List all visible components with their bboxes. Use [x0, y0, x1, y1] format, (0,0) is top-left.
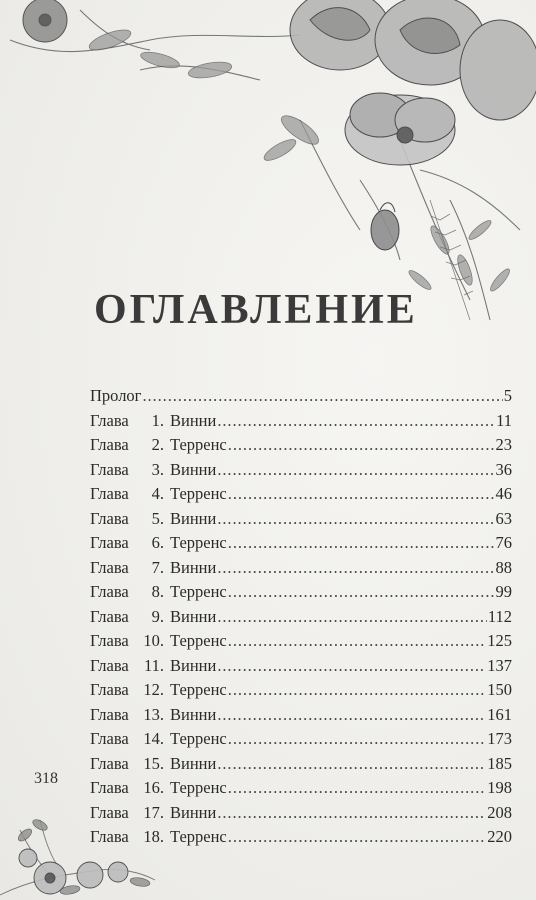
toc-leader-dots — [217, 654, 486, 679]
toc-chapter-name: Терренс — [170, 533, 227, 552]
toc-chapter-label — [90, 703, 216, 728]
toc-row-chapter — [90, 703, 512, 728]
toc-row-chapter — [90, 409, 512, 434]
toc-row-chapter — [90, 433, 512, 458]
toc-leader-dots — [228, 580, 495, 605]
toc-chapter-number: 2. — [151, 435, 164, 454]
toc-chapter-number: 13. — [143, 704, 164, 724]
toc-chapter-label — [90, 531, 227, 556]
toc-leader-dots — [142, 384, 502, 409]
toc-chapter-number: 8. — [151, 582, 164, 601]
toc-chapter-number: 7. — [151, 557, 164, 577]
toc-leader-dots — [228, 678, 486, 703]
toc-chapter-name: Терренс — [170, 827, 227, 846]
toc-chapter-number: 14. — [143, 729, 164, 748]
toc-row-chapter — [90, 727, 512, 752]
toc-chapter-number: 1. — [151, 410, 164, 430]
toc-chapter-name: Терренс — [170, 582, 227, 601]
toc-leader-dots — [217, 507, 494, 532]
toc-chapter-page: 150 — [487, 680, 512, 699]
toc-chapter-page: 125 — [487, 631, 512, 650]
toc-leader-dots — [228, 433, 495, 458]
toc-chapter-label — [90, 752, 216, 777]
toc-row-chapter — [90, 654, 512, 679]
toc-chapter-page: 23 — [495, 435, 512, 454]
toc-chapter-label — [90, 482, 227, 507]
toc-prologue-label: Пролог — [90, 386, 142, 405]
toc-leader-dots — [217, 703, 486, 728]
toc-chapter-number: 5. — [151, 508, 164, 528]
toc-chapter-word: Глава — [90, 631, 129, 650]
toc-row-chapter — [90, 629, 512, 654]
toc-leader-dots — [228, 727, 486, 752]
toc-chapter-number: 11. — [143, 655, 164, 675]
toc-row-prologue — [90, 384, 512, 409]
toc-chapter-name: Винни — [170, 410, 217, 430]
toc-chapter-page: 137 — [487, 655, 512, 675]
toc-chapter-name: Терренс — [170, 435, 227, 454]
toc-leader-dots — [228, 531, 495, 556]
toc-chapter-page: 46 — [495, 484, 512, 503]
toc-chapter-number: 3. — [151, 459, 164, 479]
toc-chapter-label — [90, 556, 216, 581]
table-of-contents — [90, 384, 512, 850]
toc-chapter-label — [90, 727, 227, 752]
toc-chapter-word: Глава — [90, 802, 129, 822]
toc-chapter-name: Винни — [170, 655, 217, 675]
toc-chapter-label — [90, 605, 216, 630]
toc-chapter-name: Терренс — [170, 729, 227, 748]
toc-chapter-page: 76 — [495, 533, 512, 552]
toc-leader-dots — [217, 409, 495, 434]
toc-row-chapter — [90, 776, 512, 801]
toc-leader-dots — [217, 458, 494, 483]
toc-chapter-name: Терренс — [170, 631, 227, 650]
toc-chapter-word: Глава — [90, 582, 129, 601]
toc-chapter-label — [90, 458, 216, 483]
toc-chapter-page: 88 — [495, 557, 512, 577]
toc-chapter-number: 4. — [151, 484, 164, 503]
toc-chapter-number: 12. — [143, 680, 164, 699]
toc-chapter-word: Глава — [90, 606, 129, 626]
toc-chapter-word: Глава — [90, 459, 129, 479]
toc-prologue-page: 5 — [503, 386, 512, 405]
toc-row-chapter — [90, 531, 512, 556]
toc-chapter-number: 17. — [143, 802, 164, 822]
toc-chapter-word: Глава — [90, 410, 129, 430]
toc-chapter-page: 161 — [487, 704, 512, 724]
toc-row-chapter — [90, 678, 512, 703]
toc-chapter-word: Глава — [90, 655, 129, 675]
toc-chapter-number: 16. — [143, 778, 164, 797]
toc-chapter-word: Глава — [90, 484, 129, 503]
toc-row-chapter — [90, 507, 512, 532]
toc-chapter-label — [90, 433, 227, 458]
toc-chapter-page: 208 — [487, 802, 512, 822]
toc-chapter-name: Винни — [170, 704, 217, 724]
toc-row-chapter — [90, 605, 512, 630]
toc-chapter-word: Глава — [90, 827, 129, 846]
toc-chapter-page: 220 — [487, 827, 512, 846]
toc-chapter-word: Глава — [90, 508, 129, 528]
toc-leader-dots — [228, 776, 486, 801]
toc-chapter-name: Винни — [170, 459, 217, 479]
toc-chapter-word: Глава — [90, 533, 129, 552]
toc-chapter-name: Винни — [170, 753, 217, 773]
toc-chapter-page: 99 — [495, 582, 512, 601]
toc-row-chapter — [90, 752, 512, 777]
toc-chapter-label — [90, 580, 227, 605]
toc-chapter-page: 173 — [487, 729, 512, 748]
toc-chapter-page: 198 — [487, 778, 512, 797]
toc-chapter-name: Терренс — [170, 680, 227, 699]
toc-leader-dots — [228, 629, 486, 654]
toc-chapter-word: Глава — [90, 680, 129, 699]
toc-chapter-label — [90, 776, 227, 801]
toc-chapter-label — [90, 409, 216, 434]
toc-row-chapter — [90, 458, 512, 483]
toc-chapter-word: Глава — [90, 753, 129, 773]
toc-chapter-word: Глава — [90, 778, 129, 797]
page-title: ОГЛАВЛЕНИЕ — [94, 287, 418, 334]
toc-chapter-page: 11 — [496, 410, 512, 430]
toc-chapter-label — [90, 678, 227, 703]
toc-chapter-page: 36 — [495, 459, 512, 479]
toc-leader-dots — [217, 801, 486, 826]
toc-chapter-word: Глава — [90, 704, 129, 724]
toc-chapter-number: 9. — [151, 606, 164, 626]
toc-chapter-page: 185 — [487, 753, 512, 773]
toc-chapter-label — [90, 507, 216, 532]
toc-chapter-label — [90, 629, 227, 654]
toc-chapter-word: Глава — [90, 729, 129, 748]
toc-chapter-name: Терренс — [170, 778, 227, 797]
toc-chapter-word: Глава — [90, 435, 129, 454]
toc-row-chapter — [90, 482, 512, 507]
toc-row-chapter — [90, 556, 512, 581]
floral-illustration-bottom — [0, 800, 160, 900]
toc-chapter-page: 63 — [495, 508, 512, 528]
toc-chapter-number: 6. — [151, 533, 164, 552]
toc-chapter-name: Винни — [170, 802, 217, 822]
toc-leader-dots — [228, 482, 495, 507]
toc-chapter-list — [90, 409, 512, 850]
toc-leader-dots — [217, 556, 494, 581]
toc-chapter-label — [90, 654, 216, 679]
toc-chapter-name: Терренс — [170, 484, 227, 503]
toc-leader-dots — [228, 825, 486, 850]
toc-leader-dots — [217, 605, 487, 630]
toc-chapter-page: 112 — [487, 606, 512, 626]
toc-chapter-number: 15. — [143, 753, 164, 773]
toc-leader-dots — [217, 752, 486, 777]
toc-chapter-name: Винни — [170, 508, 217, 528]
toc-row-chapter — [90, 580, 512, 605]
toc-chapter-name: Винни — [170, 557, 217, 577]
toc-chapter-name: Винни — [170, 606, 217, 626]
toc-chapter-number: 18. — [143, 827, 164, 846]
toc-chapter-word: Глава — [90, 557, 129, 577]
toc-chapter-number: 10. — [143, 631, 164, 650]
page-number: 318 — [34, 770, 58, 787]
